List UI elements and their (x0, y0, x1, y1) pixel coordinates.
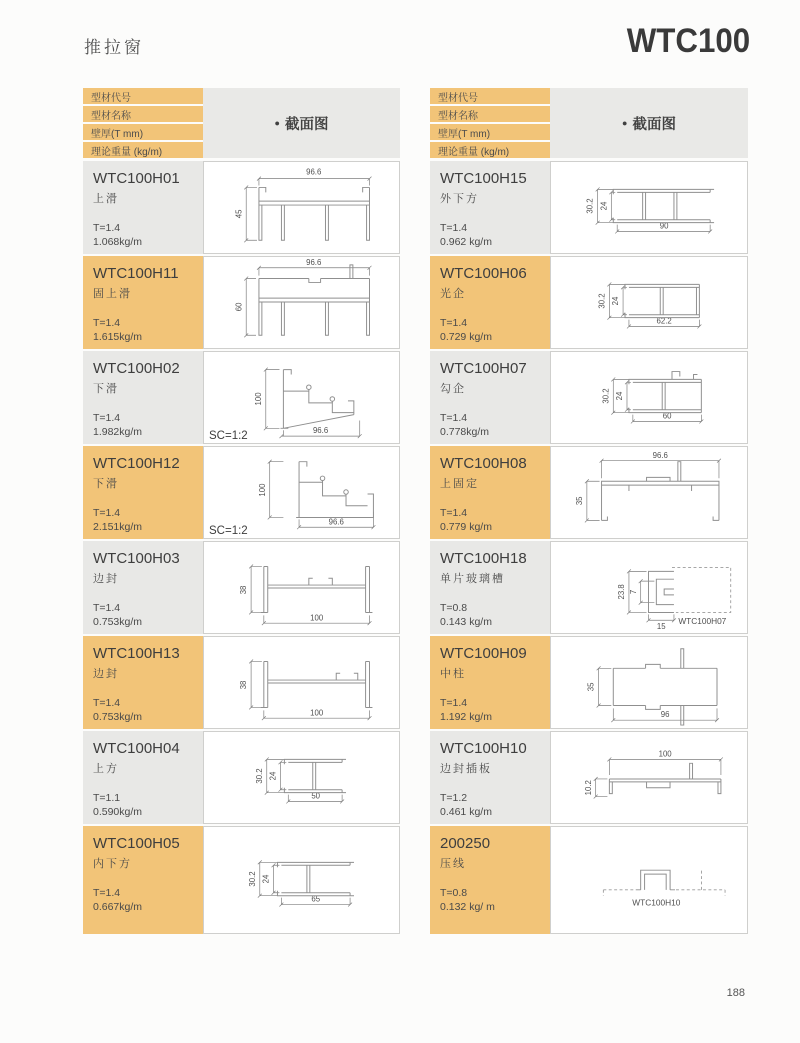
dim-label: 35 (574, 496, 584, 506)
section-diagram-cell (203, 161, 400, 254)
dim-label: 30.2 (601, 388, 611, 404)
profile-row-wtc100h03 (83, 541, 400, 634)
profile-weight: 1.068kg/m (93, 236, 143, 248)
profile-name: 边封 (93, 668, 119, 680)
profile-thickness: T=1.4 (440, 412, 468, 424)
profile-code: WTC100H13 (93, 645, 180, 662)
profile-name: 内下方 (93, 858, 132, 870)
profile-thickness: T=1.4 (440, 222, 468, 234)
dim-label: 50 (311, 791, 321, 801)
profile-row-wtc100h01 (83, 161, 400, 254)
profile-thickness: T=1.4 (93, 887, 121, 899)
profile-table-left (83, 88, 400, 936)
header-section-cell (550, 88, 748, 158)
profile-weight: 0.753kg/m (93, 711, 143, 723)
profile-info (430, 541, 550, 634)
profile-weight: 1.615kg/m (93, 331, 143, 343)
header-field-code: 型材代号 (430, 88, 550, 106)
dim-label: 45 (234, 209, 244, 219)
section-diagram-cell (550, 256, 748, 349)
dim-label: 100 (257, 483, 267, 497)
dim-label: 15 (656, 622, 666, 632)
profile-weight: 0.143 kg/m (440, 616, 492, 628)
section-diagram-cell (550, 161, 748, 254)
profile-name: 下滑 (93, 383, 119, 395)
profile-info (83, 636, 203, 729)
profile-code: WTC100H11 (93, 265, 179, 282)
dim-label: 96.6 (328, 517, 344, 527)
profile-info (430, 826, 550, 934)
dim-label: 24 (611, 296, 621, 306)
section-diagram-cell (550, 351, 748, 444)
section-diagram (551, 542, 747, 633)
header-field-code: 型材代号 (83, 88, 203, 106)
section-diagram (204, 827, 399, 933)
dim-label: 30.2 (247, 871, 257, 887)
page-number: 188 (726, 987, 745, 999)
profile-name: 固上滑 (93, 288, 132, 300)
dim-label: 60 (662, 411, 672, 421)
profile-weight: 0.729 kg/m (440, 331, 492, 343)
profile-thickness: T=1.4 (93, 222, 121, 234)
dim-label: 96.6 (306, 257, 322, 267)
dim-label: 30.2 (254, 768, 264, 784)
section-diagram-cell (550, 541, 748, 634)
dim-label: 10.2 (583, 780, 593, 796)
dim-label: 96.6 (652, 450, 668, 460)
profile-weight: 0.962 kg/m (440, 236, 492, 248)
profile-code: WTC100H15 (440, 170, 527, 187)
header-field-name: 型材名称 (430, 106, 550, 124)
profile-thickness: T=1.4 (440, 507, 468, 519)
profile-row-wtc100h04 (83, 731, 400, 824)
profile-info (430, 161, 550, 254)
profile-info (430, 636, 550, 729)
profile-weight: 2.151kg/m (93, 521, 143, 533)
profile-thickness: T=1.4 (440, 697, 468, 709)
profile-row-wtc100h09 (430, 636, 748, 729)
profile-name: 勾企 (440, 383, 466, 395)
section-diagram-cell (203, 636, 400, 729)
profile-row-wtc100h12 (83, 446, 400, 539)
profile-row-wtc100h07 (430, 351, 748, 444)
profile-weight: 0.753kg/m (93, 616, 143, 628)
profile-row-wtc100h13 (83, 636, 400, 729)
dim-label: 7 (628, 589, 638, 595)
section-diagram (551, 352, 747, 443)
profile-thickness: T=0.8 (440, 602, 468, 614)
profile-name: 边封插板 (440, 763, 492, 775)
header-section-cell (203, 88, 400, 158)
profile-thickness: T=1.4 (440, 317, 468, 329)
table-header (430, 88, 748, 158)
section-diagram (551, 257, 747, 348)
bullet-icon: ● (622, 118, 628, 128)
profile-code: WTC100H01 (93, 170, 180, 187)
dim-label: 38 (239, 680, 249, 690)
header-field-weight: 理论重量 (kg/m) (91, 146, 163, 158)
dim-label: 96.6 (306, 167, 322, 177)
section-diagram-cell (550, 826, 748, 934)
dim-label: 30.2 (597, 293, 607, 309)
dim-label: 35 (586, 682, 596, 692)
profile-thickness: T=1.2 (440, 792, 468, 804)
dim-label: 90 (659, 221, 669, 231)
header-field-thickness: 壁厚(T mm) (430, 124, 550, 142)
page-series-title: WTC100 (626, 22, 750, 60)
profile-weight: 0.778kg/m (440, 426, 490, 438)
dim-label: 24 (261, 874, 271, 884)
section-diagram-cell (550, 731, 748, 824)
profile-weight: 1.192 kg/m (440, 711, 492, 723)
dim-label: 96.6 (312, 426, 329, 436)
profile-name: 单片玻璃槽 (440, 573, 505, 585)
reference-label: WTC100H07 (678, 616, 727, 627)
reference-label: WTC100H10 (632, 897, 681, 908)
dim-label: 100 (253, 392, 263, 406)
dim-label: 24 (599, 201, 609, 211)
dim-label: 38 (239, 585, 249, 595)
section-diagram-cell (203, 826, 400, 934)
profile-info (83, 161, 203, 254)
profile-info (83, 256, 203, 349)
dim-label: 100 (310, 613, 324, 623)
profile-info (83, 541, 203, 634)
profile-row-wtc100h06 (430, 256, 748, 349)
profile-info (83, 731, 203, 824)
dim-label: 100 (658, 749, 672, 759)
profile-code: WTC100H09 (440, 645, 527, 662)
dim-label: 65 (311, 894, 321, 904)
profile-code: WTC100H05 (93, 835, 180, 852)
profile-code: WTC100H07 (440, 360, 527, 377)
profile-name: 下滑 (93, 478, 119, 490)
section-diagram-cell (550, 636, 748, 729)
profile-row-wtc100h18 (430, 541, 748, 634)
section-diagram (551, 827, 747, 933)
profile-code: WTC100H18 (440, 550, 527, 567)
table-header (83, 88, 400, 158)
dim-label: 23.8 (617, 584, 627, 600)
profile-name: 中柱 (440, 668, 466, 680)
profile-row-wtc100h10 (430, 731, 748, 824)
profile-code: WTC100H10 (440, 740, 527, 757)
header-field-weight: 理论重量 (kg/m) (438, 146, 510, 158)
profile-thickness: T=1.4 (93, 697, 121, 709)
profile-row-wtc100h11 (83, 256, 400, 349)
profile-name: 外下方 (440, 193, 479, 205)
section-diagram (204, 257, 399, 348)
profile-name: 压线 (440, 858, 466, 870)
dim-label: 62.2 (656, 316, 672, 326)
header-field-thickness: 壁厚(T mm) (83, 124, 203, 142)
profile-row-wtc100h08 (430, 446, 748, 539)
section-diagram (204, 542, 399, 633)
profile-code: WTC100H04 (93, 740, 180, 757)
dim-label: 100 (310, 708, 324, 718)
page-category: 推拉窗 (84, 38, 144, 57)
bullet-icon: ● (274, 118, 280, 128)
profile-weight: 1.982kg/m (93, 426, 143, 438)
profile-code: WTC100H03 (93, 550, 180, 567)
profile-name: 上方 (93, 763, 119, 775)
profile-info (83, 826, 203, 934)
profile-code: WTC100H02 (93, 360, 180, 377)
profile-code: 200250 (440, 835, 491, 852)
header-field-name: 型材名称 (83, 106, 203, 124)
section-diagram (551, 162, 747, 253)
profile-weight: 0.590kg/m (93, 806, 143, 818)
profile-info (430, 351, 550, 444)
profile-thickness: T=1.4 (93, 507, 121, 519)
section-diagram-cell (203, 541, 400, 634)
profile-table-right (430, 88, 748, 936)
profile-weight: 0.461 kg/m (440, 806, 492, 818)
profile-weight: 0.779 kg/m (440, 521, 492, 533)
profile-row-wtc100h02 (83, 351, 400, 444)
profile-thickness: T=1.4 (93, 412, 121, 424)
profile-name: 上滑 (93, 193, 119, 205)
section-diagram (204, 732, 399, 823)
profile-thickness: T=1.1 (93, 792, 121, 804)
section-diagram-cell (203, 446, 400, 539)
profile-info (430, 256, 550, 349)
header-section-label: 截面图 (284, 116, 329, 133)
section-diagram (551, 447, 747, 538)
profile-row-wtc100h05 (83, 826, 400, 934)
profile-info (83, 446, 203, 539)
section-diagram (551, 637, 747, 728)
dim-label: 96 (660, 710, 670, 720)
section-diagram-cell (203, 351, 400, 444)
dim-label: 30.2 (585, 198, 595, 214)
profile-row-200250 (430, 826, 748, 934)
section-diagram (204, 162, 399, 253)
profile-info (430, 446, 550, 539)
profile-thickness: T=1.4 (93, 317, 121, 329)
section-diagram (204, 637, 399, 728)
header-field-labels (83, 88, 203, 158)
profile-thickness: T=0.8 (440, 887, 468, 899)
dim-label: 60 (234, 302, 244, 312)
header-field-labels (430, 88, 550, 158)
profile-weight: 0.667kg/m (93, 901, 143, 913)
scale-note: SC=1:2 (209, 525, 248, 537)
dim-label: 24 (615, 391, 625, 401)
profile-thickness: T=1.4 (93, 602, 121, 614)
profile-code: WTC100H12 (93, 455, 180, 472)
header-section-label: 截面图 (632, 116, 676, 133)
profile-info (430, 731, 550, 824)
profile-row-wtc100h15 (430, 161, 748, 254)
profile-name: 边封 (93, 573, 119, 585)
profile-weight: 0.132 kg/ m (440, 901, 495, 913)
section-diagram-cell (203, 256, 400, 349)
profile-name: 上固定 (440, 478, 479, 490)
profile-name: 光企 (440, 288, 466, 300)
section-diagram-cell (550, 446, 748, 539)
profile-code: WTC100H08 (440, 455, 527, 472)
profile-code: WTC100H06 (440, 265, 527, 282)
section-diagram-cell (203, 731, 400, 824)
profile-info (83, 351, 203, 444)
section-diagram (551, 732, 747, 823)
scale-note: SC=1:2 (209, 430, 248, 442)
dim-label: 24 (268, 771, 278, 781)
